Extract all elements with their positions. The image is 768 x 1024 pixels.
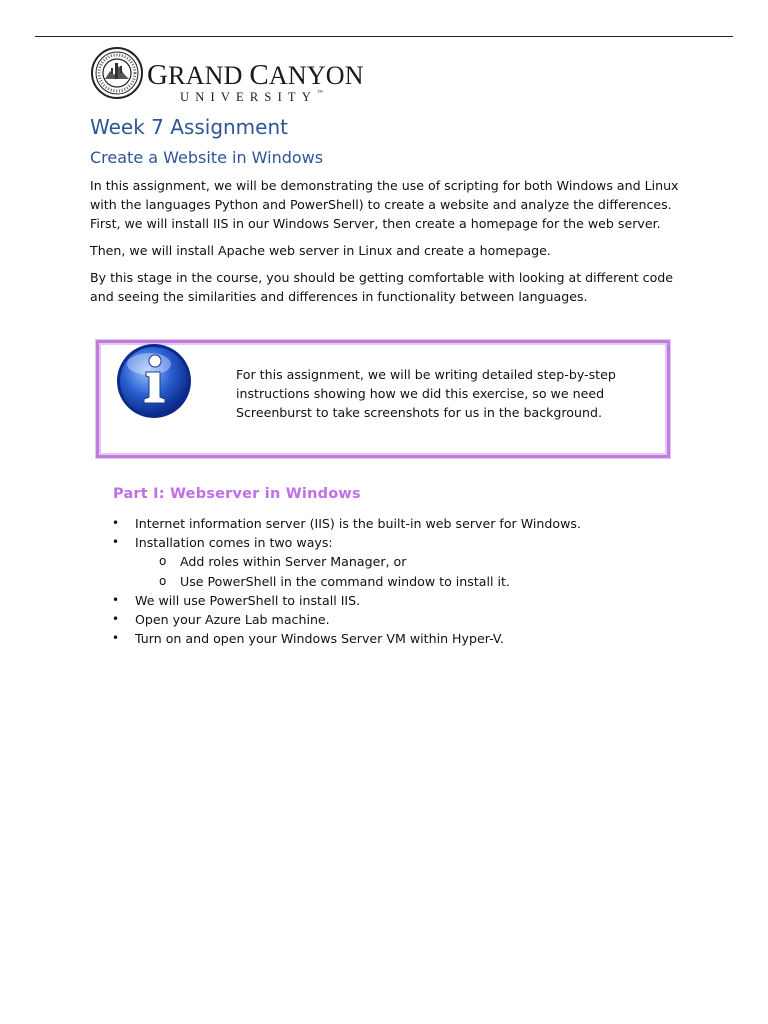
list-item-text: Installation comes in two ways:	[135, 535, 333, 551]
intro-paragraph: In this assignment, we will be demonstrating the use of scripting for both Windows and Linux with the languages Python and PowerShell) to create a website and analyze the differences. First, we will install IIS in our Windows Server, then create a homepage for the web server.	[90, 178, 679, 231]
university-seal-icon	[91, 44, 143, 102]
steps-list	[0, 514, 768, 648]
sub-list-item	[0, 552, 768, 571]
logo-wordmark: GRAND CANYON	[147, 59, 364, 91]
list-item-text: Turn on and open your Windows Server VM within Hyper-V.	[135, 631, 504, 647]
callout-text: For this assignment, we will be writing detailed step-by-step instructions showing how we did this exercise, so we need Screenburst to take screenshots for us in the background.	[236, 367, 616, 420]
info-icon	[113, 342, 195, 424]
list-item-text: We will use PowerShell to install IIS.	[135, 592, 361, 608]
list-item	[0, 514, 768, 533]
university-logo	[91, 44, 364, 106]
info-callout	[96, 340, 670, 458]
page-title: Week 7 Assignment	[90, 115, 288, 139]
sub-list-item	[0, 572, 768, 591]
section-heading: Part I: Webserver in Windows	[113, 486, 361, 502]
list-item	[0, 610, 768, 629]
list-item-text: Add roles within Server Manager, or	[180, 554, 407, 570]
logo-subtitle: UNIVERSITY™	[180, 90, 323, 104]
intro-paragraph: By this stage in the course, you should be getting comfortable with looking at different code and seeing the similarities and differences in functionality between languages.	[90, 270, 674, 304]
bullet-marker: •	[112, 611, 120, 626]
bullet-marker: •	[112, 592, 120, 607]
intro-text	[90, 176, 690, 314]
list-item-text: Use PowerShell in the command window to install it.	[180, 573, 510, 589]
bullet-marker: •	[112, 516, 120, 530]
list-item	[0, 591, 768, 610]
list-item	[0, 533, 768, 552]
bullet-marker: •	[112, 631, 120, 646]
sub-bullet-marker: o	[159, 573, 167, 588]
page-subtitle: Create a Website in Windows	[90, 148, 324, 167]
bullet-marker: •	[112, 535, 120, 550]
list-item	[0, 629, 768, 648]
sub-bullet-marker: o	[159, 554, 167, 569]
list-item-text: Internet information server (IIS) is the built-in web server for Windows.	[135, 516, 581, 531]
header-rule	[35, 36, 733, 37]
list-item-text: Open your Azure Lab machine.	[135, 611, 330, 627]
intro-paragraph: Then, we will install Apache web server in Linux and create a homepage.	[90, 243, 551, 258]
